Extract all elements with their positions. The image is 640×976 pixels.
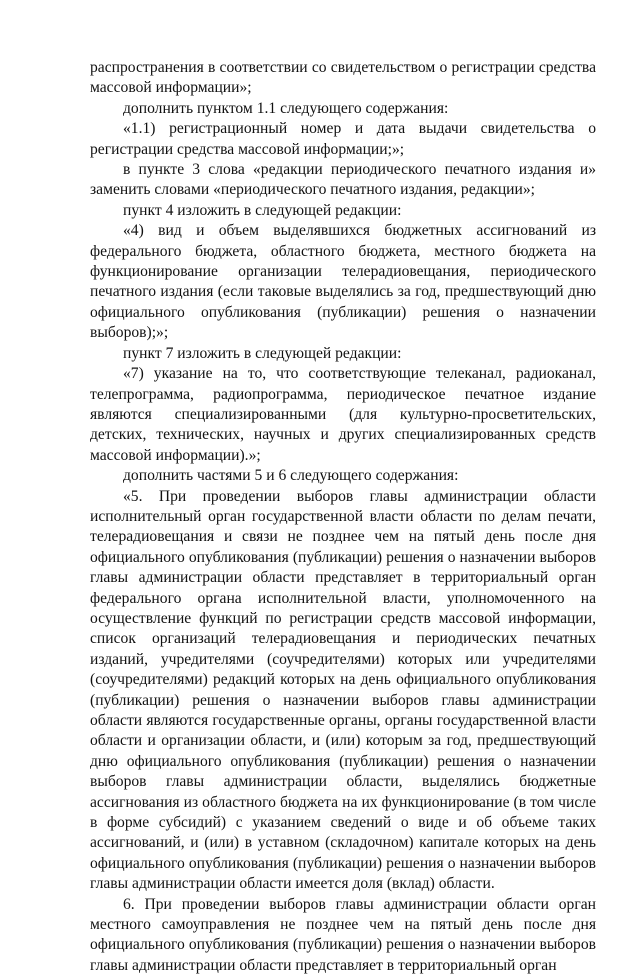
paragraph: пункт 4 изложить в следующей редакции: [123, 201, 402, 219]
paragraph: дополнить пунктом 1.1 следующего содержания: [123, 99, 449, 117]
paragraph: дополнить частями 5 и 6 следующего содержания: [123, 467, 459, 485]
paragraph: в пункте 3 слова «редакции периодического печатного издания и» заменить словами «периодического печатного издания, редакции»; [90, 161, 596, 199]
paragraph: «5. При проведении выборов главы администрации области исполнительный орган государственной власти области по делам печати, телерадиовещания и связи не позднее чем на пятый день после дня официального опубликования (публикации) решения о назначении выборов главы администрации области представляет в территориальный орган федерального органа исполнительной власти, уполномоченного на осуществление функций по регистрации средств массовой информации, список организаций телерадиовещания и периодических печатных изданий, учредителями (соучредителями) которых или учредителями (соучредителями) редакций которых на день официального опубликования (публикации) решения о назначении выборов главы администрации области являются государственные органы, органы государственной власти области и организации области, и (или) которым за год, предшествующий дню официального опубликования (публикации) решения о назначении выборов главы администрации области, выделялись бюджетные ассигнования из областного бюджета на их функционирование (в том числе в форме субсидий) с указанием сведений о виде и об объеме таких ассигнований, и (или) в уставном (складочном) капитале которых на день официального опубликования (публикации) решения о назначении выборов главы администрации области имеется доля (вклад) области. [90, 487, 596, 893]
paragraph: «4) вид и объем выделявшихся бюджетных ассигнований из федерального бюджета, областного бюджета, местного бюджета на функционирование организации телерадиовещания, периодического печатного издания (если таковые выделялись за год, предшествующий дню официального опубликования (публикации) решения о назначении выборов);»; [90, 222, 596, 342]
paragraph: «7) указание на то, что соответствующие телеканал, радиоканал, телепрограмма, радиопрограмма, периодическое печатное издание являются специализированными (для культурно-просветительских, детских, технических, научных и других специализированных средств массовой информации).»; [90, 365, 596, 464]
paragraph: пункт 7 изложить в следующей редакции: [123, 344, 402, 362]
paragraph: распространения в соответствии со свидетельством о регистрации средства массовой информации»; [90, 59, 596, 97]
document-body [90, 58, 596, 976]
paragraph: «1.1) регистрационный номер и дата выдачи свидетельства о регистрации средства массовой информации;»; [90, 120, 596, 158]
paragraph: 6. При проведении выборов главы администрации области орган местного самоуправления не позднее чем на пятый день после дня официального опубликования (публикации) решения о назначении выборов главы администрации области представляет в территориальный орган [90, 895, 596, 974]
